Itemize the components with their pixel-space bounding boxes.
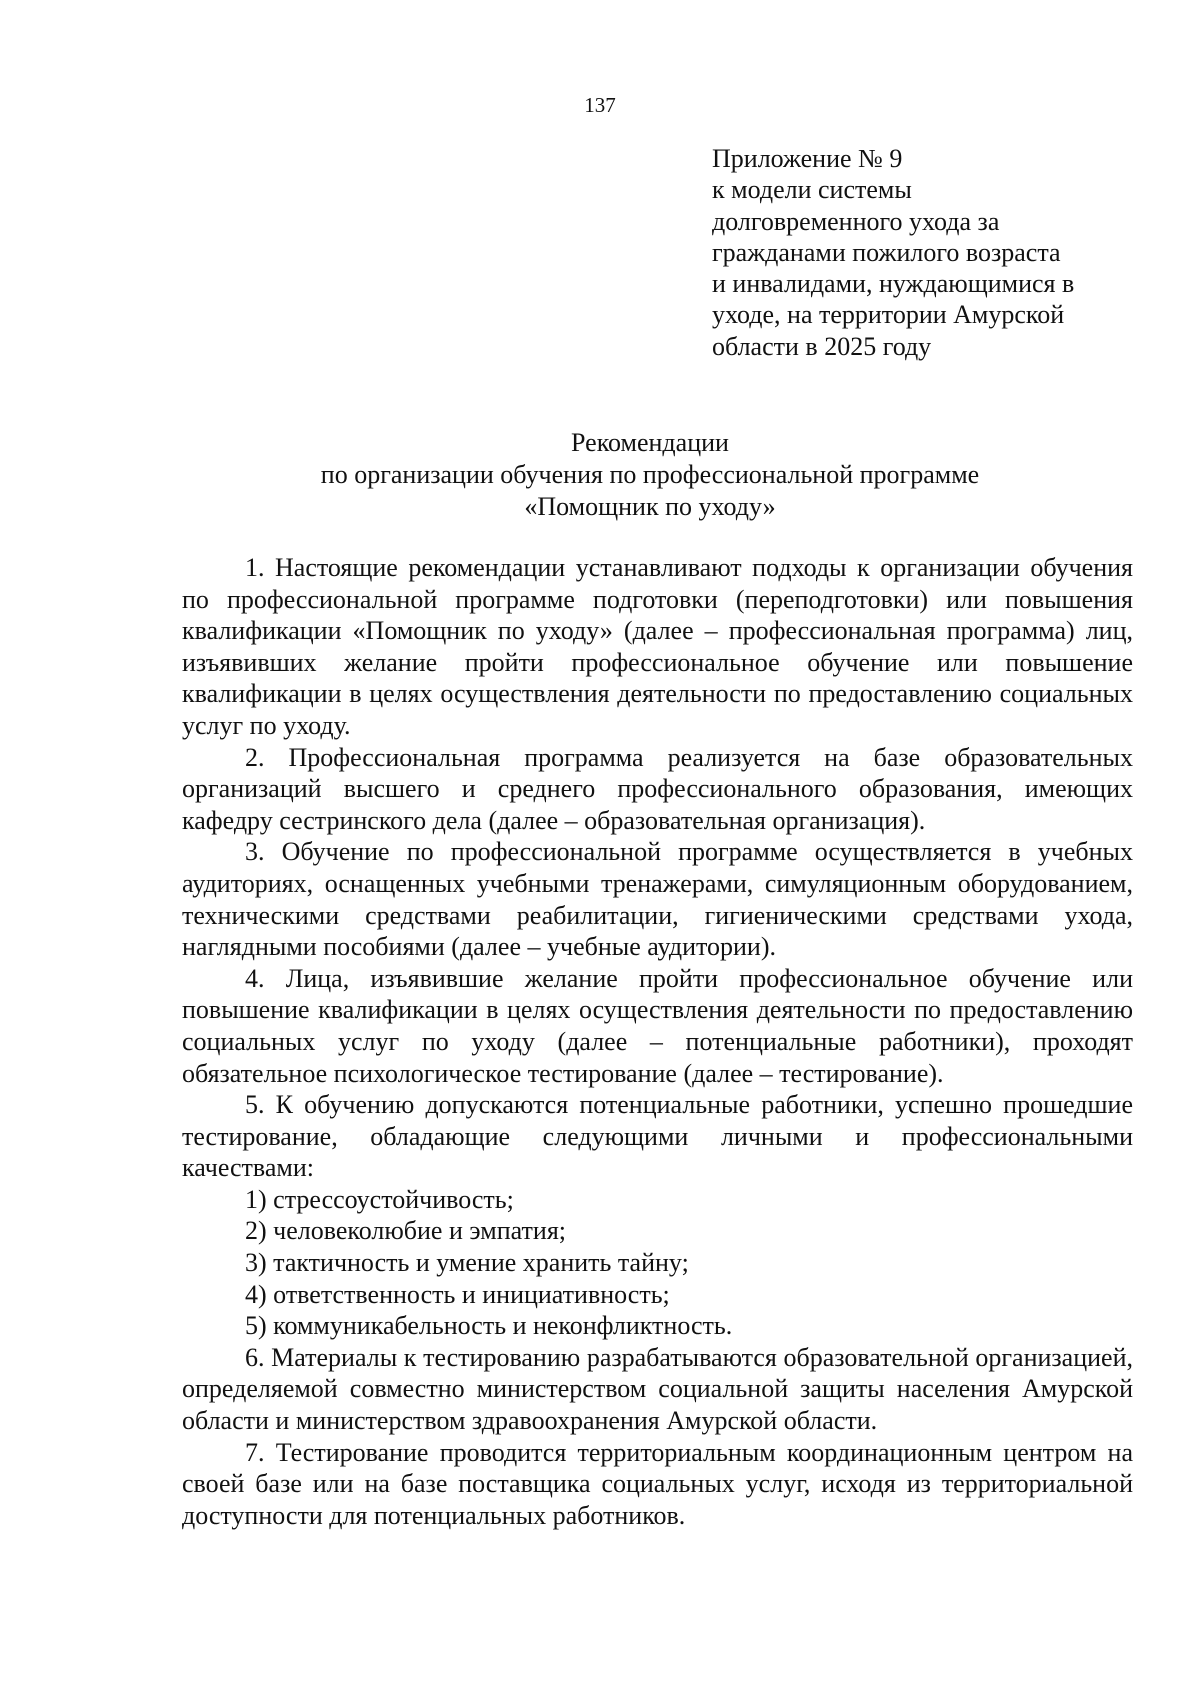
- appendix-line: гражданами пожилого возраста: [712, 237, 1061, 267]
- list-item: 1) стрессоустойчивость;: [245, 1184, 514, 1214]
- document-body: [182, 552, 1133, 1531]
- appendix-line: области в 2025 году: [712, 331, 932, 361]
- list-item: 4) ответственность и инициативность;: [245, 1279, 670, 1309]
- appendix-line: долговременного ухода за: [712, 206, 1000, 236]
- paragraph-5: 5. К обучению допускаются потенциальные работники, успешно прошедшие тестирование, обладающие следующими личными и профессиональными качествами:: [182, 1090, 1133, 1183]
- list-item: 3) тактичность и умение хранить тайну;: [245, 1248, 689, 1278]
- paragraph-2: 2. Профессиональная программа реализуется на базе образовательных организаций высшего и среднего профессионального образования, имеющих кафедру сестринского дела (далее – образовательная организация).: [182, 742, 1133, 835]
- paragraph-3: 3. Обучение по профессиональной программе осуществляется в учебных аудиториях, оснащенных учебными тренажерами, симуляционным оборудованием, техническими средствами реабилитации, гигиеническими средствами ухода, наглядными пособиями (далее – учебные аудитории).: [182, 837, 1133, 962]
- appendix-line: к модели системы: [712, 175, 912, 205]
- appendix-line: уходе, на территории Амурской: [712, 300, 1065, 330]
- paragraph-6: 6. Материалы к тестированию разрабатываются образовательной организацией, определяемой совместно министерством социальной защиты населения Амурской области и министерством здравоохранения Амурской области.: [182, 1342, 1133, 1436]
- paragraph-4: 4. Лица, изъявившие желание пройти профессиональное обучение или повышение квалификации в целях осуществления деятельности по предоставлению социальных услуг по уходу (далее – потенциальные работники), проходят обязательное психологическое тестирование (далее – тестирование).: [182, 963, 1133, 1088]
- list-item: 5) коммуникабельность и неконфликтность.: [245, 1311, 733, 1341]
- title-line-3: «Помощник по уходу»: [524, 492, 776, 521]
- title-line-1: Рекомендации: [571, 428, 729, 457]
- appendix-header: [712, 143, 1132, 362]
- document-title: [180, 427, 1120, 523]
- list-item: 2) человеколюбие и эмпатия;: [245, 1216, 567, 1246]
- page-number: 137: [584, 93, 616, 117]
- title-line-2: по организации обучения по профессиональной программе: [320, 460, 980, 489]
- paragraph-7: 7. Тестирование проводится территориальным координационным центром на своей базе или на базе поставщика социальных услуг, исходя из территориальной доступности для потенциальных работников.: [182, 1437, 1133, 1530]
- appendix-line: Приложение № 9: [712, 144, 903, 173]
- appendix-line: и инвалидами, нуждающимися в: [712, 269, 1075, 299]
- paragraph-1: 1. Настоящие рекомендации устанавливают подходы к организации обучения по профессиональной программе подготовки (переподготовки) или повышения квалификации «Помощник по уходу» (далее – профессиональная программа) лиц, изъявивших желание пройти профессиональное обучение или повышение квалификации в целях осуществления деятельности по предоставлению социальных услуг по уходу.: [182, 553, 1133, 740]
